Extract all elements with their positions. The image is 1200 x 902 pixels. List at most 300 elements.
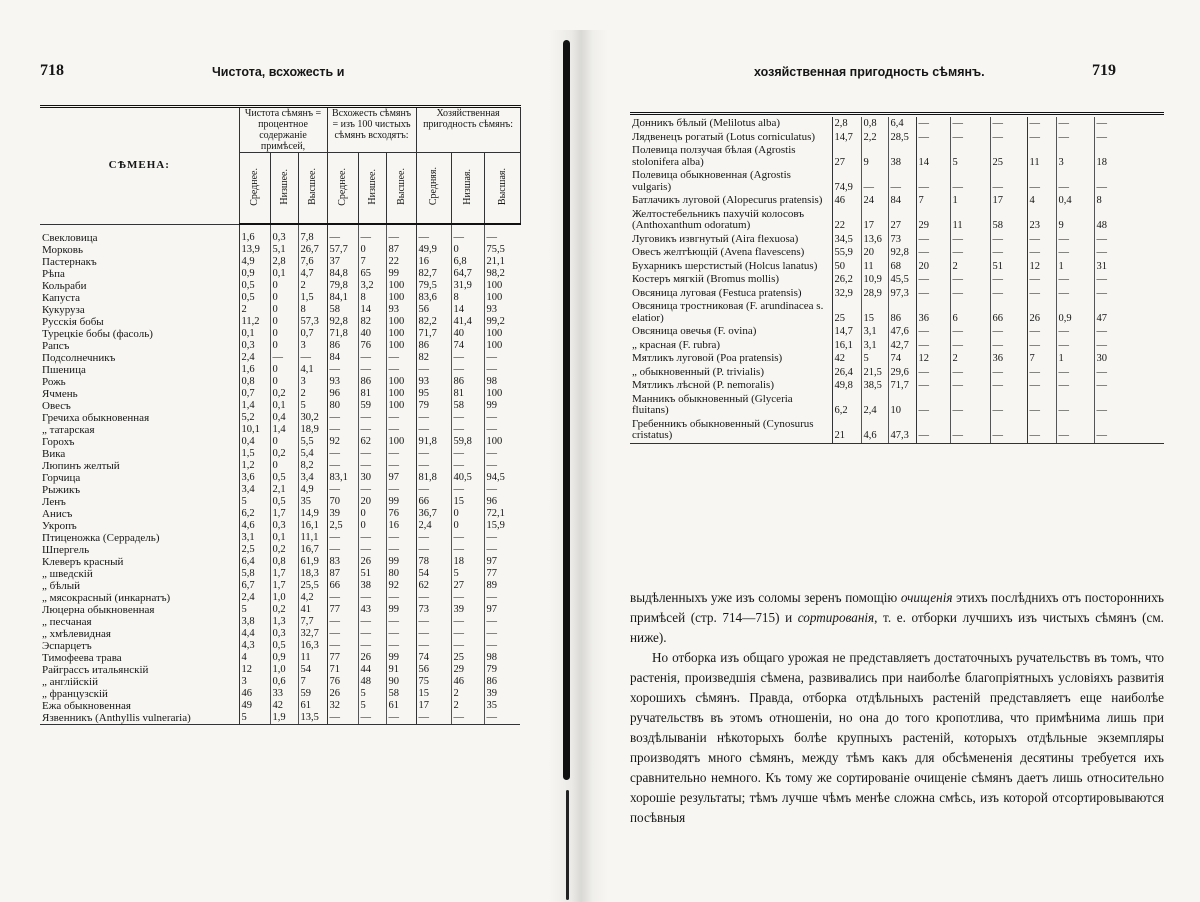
value-cell: — — [327, 616, 358, 628]
value-cell: 13,9 — [239, 244, 270, 256]
value-cell: 43 — [358, 604, 386, 616]
value-cell: 0 — [270, 316, 298, 328]
value-cell: 82,7 — [416, 268, 451, 280]
table-row — [40, 304, 520, 316]
value-cell: — — [1027, 131, 1056, 145]
seed-quality-table-continued — [630, 112, 1164, 444]
value-cell: 58 — [990, 208, 1027, 233]
value-cell: 5,4 — [298, 448, 327, 460]
value-cell: 71 — [327, 664, 358, 676]
value-cell: 3,1 — [861, 325, 888, 339]
value-cell: 5 — [239, 712, 270, 725]
gutter-shadow — [563, 40, 570, 780]
value-cell: 9 — [861, 144, 888, 169]
value-cell: 30,2 — [298, 412, 327, 424]
table-row — [40, 556, 520, 568]
value-cell: 86 — [451, 376, 484, 388]
value-cell: 1,4 — [270, 424, 298, 436]
value-cell: 49,9 — [416, 244, 451, 256]
value-cell: — — [484, 224, 520, 244]
value-cell: 29 — [451, 664, 484, 676]
value-cell: — — [451, 224, 484, 244]
value-cell: 13,6 — [861, 233, 888, 247]
table-row — [40, 340, 520, 352]
value-cell: — — [484, 616, 520, 628]
table-row — [630, 352, 1164, 366]
value-cell: 0,2 — [270, 604, 298, 616]
value-cell: 86 — [484, 676, 520, 688]
value-cell: — — [484, 532, 520, 544]
table-row — [40, 412, 520, 424]
value-cell: 48 — [1094, 208, 1164, 233]
value-cell: 32,9 — [832, 287, 861, 301]
value-cell: — — [916, 393, 950, 418]
value-cell: 11 — [950, 208, 990, 233]
value-cell: 21 — [832, 418, 861, 444]
value-cell: 86 — [327, 340, 358, 352]
value-cell: 77 — [327, 604, 358, 616]
value-cell: 74 — [888, 352, 916, 366]
value-cell: 91 — [386, 664, 416, 676]
value-cell: 2 — [950, 260, 990, 274]
value-cell: 0 — [451, 520, 484, 532]
table-row — [40, 244, 520, 256]
seed-name: Рапсъ — [40, 340, 239, 352]
value-cell: — — [1056, 379, 1094, 393]
value-cell: — — [386, 352, 416, 364]
seed-name: Люцерна обыкновенная — [40, 604, 239, 616]
seed-name: Овсяница овечья (F. ovina) — [630, 325, 832, 339]
value-cell: 2,8 — [832, 117, 861, 131]
value-cell: 87 — [386, 244, 416, 256]
value-cell: 36 — [990, 352, 1027, 366]
value-cell: — — [916, 233, 950, 247]
seed-name: Ячмень — [40, 388, 239, 400]
value-cell: — — [990, 379, 1027, 393]
seed-name: Гречиха обыкновенная — [40, 412, 239, 424]
value-cell: 56 — [416, 304, 451, 316]
value-cell: 0,1 — [270, 400, 298, 412]
value-cell: 87 — [327, 568, 358, 580]
value-cell: — — [990, 273, 1027, 287]
seed-name: Овсяница луговая (Festuca pratensis) — [630, 287, 832, 301]
seed-quality-table — [40, 105, 521, 725]
value-cell: — — [484, 544, 520, 556]
table-row — [630, 169, 1164, 194]
subheader-cell: Среднее. — [239, 153, 270, 225]
table-row — [40, 580, 520, 592]
value-cell: — — [386, 616, 416, 628]
seed-name: Птиценожка (Серрадель) — [40, 532, 239, 544]
seed-name: Люпинъ желтый — [40, 460, 239, 472]
value-cell: 2,5 — [327, 520, 358, 532]
table-row — [40, 532, 520, 544]
value-cell: 14,9 — [298, 508, 327, 520]
value-cell: 46 — [832, 194, 861, 208]
value-cell: — — [386, 424, 416, 436]
value-cell: — — [327, 712, 358, 725]
value-cell: 0 — [270, 292, 298, 304]
table-row — [40, 688, 520, 700]
value-cell: — — [358, 592, 386, 604]
value-cell: 2,2 — [861, 131, 888, 145]
seed-name: „ татарская — [40, 424, 239, 436]
value-cell: 1,2 — [239, 460, 270, 472]
value-cell: 84,8 — [327, 268, 358, 280]
value-cell: 37 — [327, 256, 358, 268]
value-cell: — — [916, 418, 950, 444]
value-cell: 3,2 — [358, 280, 386, 292]
value-cell: — — [484, 448, 520, 460]
value-cell: — — [484, 484, 520, 496]
seed-name: Кольраби — [40, 280, 239, 292]
value-cell: 0,2 — [270, 448, 298, 460]
value-cell: — — [358, 424, 386, 436]
value-cell: — — [416, 640, 451, 652]
value-cell: 0,1 — [270, 532, 298, 544]
value-cell: — — [386, 532, 416, 544]
seed-name: Мятликъ луговой (Poa pratensis) — [630, 352, 832, 366]
value-cell: 100 — [484, 340, 520, 352]
seed-name: „ красная (F. rubra) — [630, 339, 832, 353]
value-cell: 35 — [484, 700, 520, 712]
seed-name: Ленъ — [40, 496, 239, 508]
value-cell: — — [484, 364, 520, 376]
seed-name: „ бѣлый — [40, 580, 239, 592]
value-cell: 99,2 — [484, 316, 520, 328]
value-cell: 26 — [1027, 300, 1056, 325]
value-cell: 99 — [386, 496, 416, 508]
value-cell: — — [916, 366, 950, 380]
value-cell: 26,2 — [832, 273, 861, 287]
value-cell: — — [327, 412, 358, 424]
value-cell: 6,4 — [239, 556, 270, 568]
seed-name: Манникъ обыкновенный (Glyceria fluitans) — [630, 393, 832, 418]
subheader-cell: Низшая. — [451, 153, 484, 225]
seed-name: „ французскій — [40, 688, 239, 700]
value-cell: — — [416, 448, 451, 460]
value-cell: — — [1056, 131, 1094, 145]
seed-name: „ шведскій — [40, 568, 239, 580]
value-cell: 4,1 — [298, 364, 327, 376]
value-cell: — — [950, 117, 990, 131]
value-cell: — — [416, 616, 451, 628]
value-cell: 4,2 — [298, 592, 327, 604]
value-cell: — — [990, 287, 1027, 301]
value-cell: — — [1056, 366, 1094, 380]
group-header-usefulness: Хозяйственная пригодность сѣмянъ: — [416, 107, 520, 153]
value-cell: 76 — [358, 340, 386, 352]
seed-name: Вика — [40, 448, 239, 460]
seed-name: Рожь — [40, 376, 239, 388]
value-cell: 79,8 — [327, 280, 358, 292]
value-cell: 11 — [1027, 144, 1056, 169]
value-cell: — — [451, 628, 484, 640]
value-cell: 59 — [358, 400, 386, 412]
value-cell: 27 — [888, 208, 916, 233]
value-cell: 1,9 — [270, 712, 298, 725]
value-cell: 34,5 — [832, 233, 861, 247]
value-cell: 0,1 — [270, 268, 298, 280]
value-cell: — — [1056, 287, 1094, 301]
value-cell: — — [1027, 379, 1056, 393]
value-cell: 54 — [298, 664, 327, 676]
value-cell: 7 — [916, 194, 950, 208]
value-cell: 14,7 — [832, 131, 861, 145]
value-cell: 4,6 — [239, 520, 270, 532]
value-cell: — — [950, 273, 990, 287]
seed-name: Овесъ желтѣющій (Avena flavescens) — [630, 246, 832, 260]
table-row — [40, 352, 520, 364]
value-cell: 92 — [386, 580, 416, 592]
value-cell: 49,8 — [832, 379, 861, 393]
value-cell: 66 — [990, 300, 1027, 325]
value-cell: 0 — [270, 304, 298, 316]
value-cell: 68 — [888, 260, 916, 274]
value-cell: — — [451, 448, 484, 460]
seed-name: Шпергель — [40, 544, 239, 556]
value-cell: 47,6 — [888, 325, 916, 339]
value-cell: 38,5 — [861, 379, 888, 393]
value-cell: — — [416, 460, 451, 472]
value-cell: 98,2 — [484, 268, 520, 280]
value-cell: — — [1027, 418, 1056, 444]
value-cell: 21,1 — [484, 256, 520, 268]
seed-name: Рыжикъ — [40, 484, 239, 496]
value-cell: 92,8 — [327, 316, 358, 328]
value-cell: 0,9 — [239, 268, 270, 280]
value-cell: — — [1094, 339, 1164, 353]
value-cell: 5 — [861, 352, 888, 366]
value-cell: 5 — [298, 400, 327, 412]
table-row — [630, 379, 1164, 393]
table-row — [40, 268, 520, 280]
value-cell: — — [327, 640, 358, 652]
value-cell: — — [990, 233, 1027, 247]
value-cell: 4,7 — [298, 268, 327, 280]
value-cell: — — [451, 460, 484, 472]
value-cell: — — [358, 460, 386, 472]
table-row — [40, 676, 520, 688]
value-cell: — — [327, 460, 358, 472]
value-cell: 10 — [888, 393, 916, 418]
value-cell: 2,4 — [861, 393, 888, 418]
value-cell: 55,9 — [832, 246, 861, 260]
value-cell: 16 — [416, 256, 451, 268]
table-row — [40, 376, 520, 388]
value-cell: — — [358, 532, 386, 544]
value-cell: 2 — [950, 352, 990, 366]
value-cell: — — [358, 544, 386, 556]
value-cell: 0 — [270, 340, 298, 352]
value-cell: 10,1 — [239, 424, 270, 436]
value-cell: 4,3 — [239, 640, 270, 652]
value-cell: 5,2 — [239, 412, 270, 424]
seed-name: Костеръ мягкій (Bromus mollis) — [630, 273, 832, 287]
value-cell: 81 — [358, 388, 386, 400]
value-cell: — — [484, 352, 520, 364]
value-cell: 0 — [270, 364, 298, 376]
value-cell: 97 — [386, 472, 416, 484]
value-cell: 49 — [239, 700, 270, 712]
value-cell: 20 — [916, 260, 950, 274]
value-cell: 2,8 — [270, 256, 298, 268]
table-row — [40, 544, 520, 556]
value-cell: — — [916, 273, 950, 287]
value-cell: — — [416, 544, 451, 556]
value-cell: 75 — [416, 676, 451, 688]
value-cell: 0,5 — [270, 472, 298, 484]
seed-name: Батлачикъ луговой (Alopecurus pratensis) — [630, 194, 832, 208]
value-cell: 0,2 — [270, 388, 298, 400]
value-cell: 0,3 — [270, 224, 298, 244]
value-cell: 45,5 — [888, 273, 916, 287]
group-header-purity: Чистота сѣмянъ = процентное содержаніе примѣсей, — [239, 107, 327, 153]
table-row — [630, 208, 1164, 233]
table-row — [40, 472, 520, 484]
value-cell: — — [916, 117, 950, 131]
value-cell: 2,4 — [239, 592, 270, 604]
value-cell: 66 — [327, 580, 358, 592]
value-cell: 3,1 — [239, 532, 270, 544]
value-cell: 15 — [416, 688, 451, 700]
value-cell: — — [1094, 325, 1164, 339]
value-cell: 0 — [358, 520, 386, 532]
value-cell: 100 — [484, 328, 520, 340]
value-cell: 0 — [358, 244, 386, 256]
table-row — [40, 484, 520, 496]
value-cell: 28,9 — [861, 287, 888, 301]
value-cell: — — [451, 616, 484, 628]
value-cell: — — [358, 712, 386, 725]
table-row — [40, 424, 520, 436]
value-cell: 42,7 — [888, 339, 916, 353]
value-cell: — — [990, 366, 1027, 380]
value-cell: — — [1056, 393, 1094, 418]
table-row — [630, 339, 1164, 353]
seed-name: Клеверъ красный — [40, 556, 239, 568]
value-cell: 100 — [484, 280, 520, 292]
left-page — [0, 0, 548, 902]
value-cell: 4,9 — [239, 256, 270, 268]
value-cell: — — [327, 424, 358, 436]
value-cell: 7,6 — [298, 256, 327, 268]
value-cell: 100 — [484, 388, 520, 400]
value-cell: 82,2 — [416, 316, 451, 328]
value-cell: 86 — [358, 376, 386, 388]
value-cell: 76 — [327, 676, 358, 688]
value-cell: 54 — [416, 568, 451, 580]
value-cell: 0,9 — [1056, 300, 1094, 325]
seed-name: Морковь — [40, 244, 239, 256]
value-cell: 91,8 — [416, 436, 451, 448]
value-cell: 0,3 — [270, 628, 298, 640]
value-cell: 15 — [861, 300, 888, 325]
value-cell: — — [1027, 246, 1056, 260]
value-cell: — — [484, 592, 520, 604]
value-cell: — — [1094, 117, 1164, 131]
value-cell: 90 — [386, 676, 416, 688]
value-cell: 40,5 — [451, 472, 484, 484]
value-cell: 58 — [386, 688, 416, 700]
table-row — [40, 388, 520, 400]
value-cell: 3 — [298, 340, 327, 352]
value-cell: 74,9 — [832, 169, 861, 194]
value-cell: 75,5 — [484, 244, 520, 256]
value-cell: — — [1056, 273, 1094, 287]
value-cell: 26 — [358, 652, 386, 664]
value-cell: — — [416, 412, 451, 424]
value-cell: — — [327, 484, 358, 496]
value-cell: 86 — [416, 340, 451, 352]
seed-name: Русскія бобы — [40, 316, 239, 328]
value-cell: 100 — [386, 328, 416, 340]
value-cell: — — [327, 592, 358, 604]
value-cell: — — [451, 592, 484, 604]
value-cell: 96 — [327, 388, 358, 400]
value-cell: 61,9 — [298, 556, 327, 568]
value-cell: 1,0 — [270, 592, 298, 604]
value-cell: 20 — [358, 496, 386, 508]
value-cell: 0,3 — [239, 340, 270, 352]
value-cell: 74 — [451, 340, 484, 352]
value-cell: — — [416, 628, 451, 640]
value-cell: 42 — [832, 352, 861, 366]
value-cell: — — [950, 339, 990, 353]
value-cell: 12 — [239, 664, 270, 676]
value-cell: — — [990, 169, 1027, 194]
value-cell: — — [358, 484, 386, 496]
value-cell: — — [950, 393, 990, 418]
value-cell: — — [990, 339, 1027, 353]
value-cell: — — [1094, 418, 1164, 444]
table-row — [40, 328, 520, 340]
value-cell: — — [484, 424, 520, 436]
value-cell: 46 — [239, 688, 270, 700]
value-cell: 59,8 — [451, 436, 484, 448]
table-row — [40, 712, 520, 725]
value-cell: — — [386, 592, 416, 604]
seeds-column-header: СѢМЕНА: — [40, 107, 239, 225]
value-cell: 78 — [416, 556, 451, 568]
seed-name: Тимофеева трава — [40, 652, 239, 664]
value-cell: — — [950, 169, 990, 194]
table-row — [40, 316, 520, 328]
value-cell: — — [386, 364, 416, 376]
value-cell: — — [270, 352, 298, 364]
value-cell: 1 — [950, 194, 990, 208]
value-cell: 0,5 — [270, 496, 298, 508]
value-cell: 4 — [239, 652, 270, 664]
value-cell: 10,9 — [861, 273, 888, 287]
value-cell: 5 — [239, 604, 270, 616]
value-cell: 80 — [327, 400, 358, 412]
value-cell: — — [950, 366, 990, 380]
value-cell: 0,9 — [270, 652, 298, 664]
value-cell: 11,2 — [239, 316, 270, 328]
value-cell: 28,5 — [888, 131, 916, 145]
table-row — [630, 300, 1164, 325]
value-cell: — — [358, 616, 386, 628]
value-cell: 73 — [888, 233, 916, 247]
value-cell: 8 — [1094, 194, 1164, 208]
value-cell: 59 — [298, 688, 327, 700]
subheader-cell: Высшее. — [386, 153, 416, 225]
table-row — [40, 280, 520, 292]
value-cell: 1 — [1056, 260, 1094, 274]
value-cell: — — [451, 532, 484, 544]
value-cell: 30 — [1094, 352, 1164, 366]
